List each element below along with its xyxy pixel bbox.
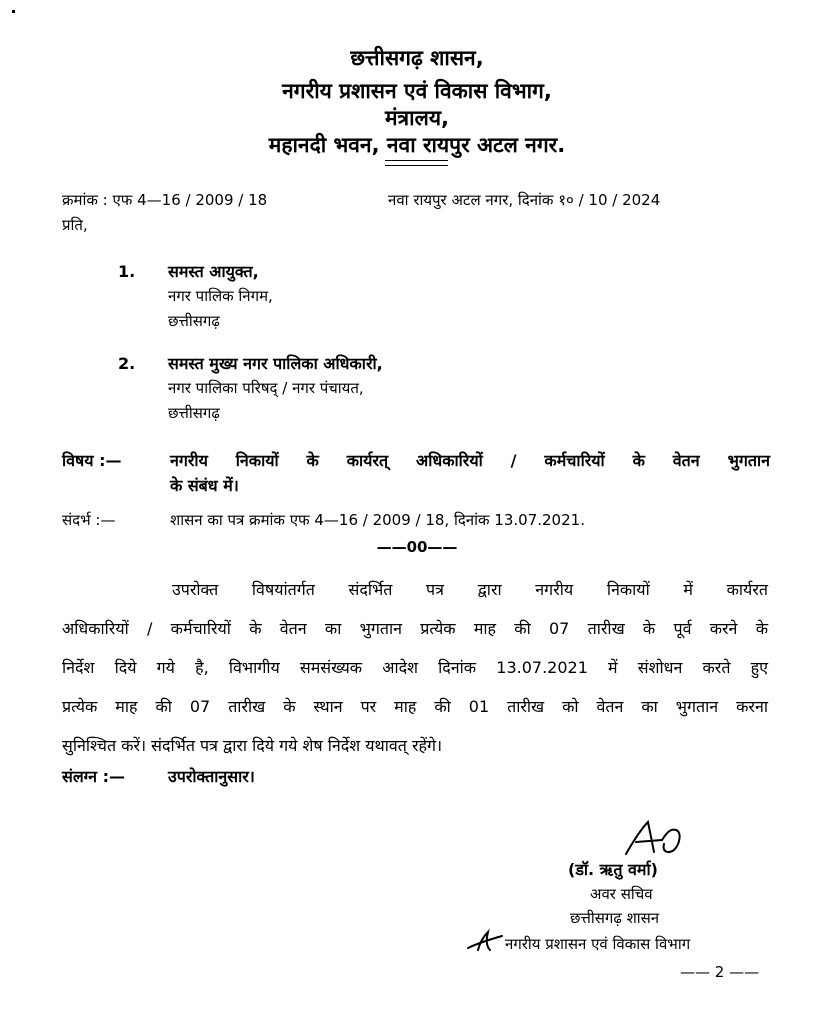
recipient-number: 1. [118,262,136,281]
header-line-4: महानदी भवन, नवा रायपुर अटल नगर. [268,133,566,157]
header-underline [385,165,448,166]
body-line: अधिकारियों / कर्मचारियों के वेतन का भुगतान प्रत्येक माह की 07 तारीख के पूर्व करने के [62,619,768,638]
separator: ——00—— [376,538,458,556]
signature-scribble [622,818,688,860]
reference-text: शासन का पत्र क्रमांक एफ 4—16 / 2009 / 18, दिनांक 13.07.2021. [170,511,585,529]
recipient-title: समस्त मुख्य नगर पालिका अधिकारी, [168,354,383,373]
body-line: सुनिश्चित करें। संदर्भित पत्र द्वारा दिये गये शेष निर्देश यथावत् रहेंगे। [62,736,443,755]
recipient-line: छत्तीसगढ़ [168,404,220,422]
signatory-department: नगरीय प्रशासन एवं विकास विभाग [505,935,691,953]
enclosure-text: उपरोक्तानुसार। [168,767,255,786]
enclosure-label: संलग्न :— [62,767,126,786]
letter-place-date: नवा रायपुर अटल नगर, दिनांक १० / 10 / 2024 [388,191,661,209]
initials-mark [466,928,506,954]
recipient-line: नगर पालिक निगम, [168,287,273,305]
signatory-org: छत्तीसगढ़ शासन [570,909,660,927]
reference-label: संदर्भ :— [62,511,116,529]
body-line: प्रत्येक माह की 07 तारीख के स्थान पर माह की 01 तारीख को वेतन का भुगतान करना [62,697,768,716]
recipient-line: छत्तीसगढ़ [168,312,220,330]
signatory-designation: अवर सचिव [590,885,653,903]
body-paragraph [62,570,768,765]
to-label: प्रति, [62,216,88,234]
subject-label: विषय :— [62,451,122,470]
header-underline [385,160,448,161]
recipient-number: 2. [118,354,136,373]
header-line-1: छत्तीसगढ़ शासन, [350,46,484,70]
subject-text: नगरीय निकायों के कार्यरत् अधिकारियों / कर्मचारियों के वेतन भुगतान [170,451,770,470]
header-line-2: नगरीय प्रशासन एवं विकास विभाग, [282,79,552,103]
header-line-3: मंत्रालय, [385,106,449,130]
body-line: उपरोक्त विषयांतर्गत संदर्भित पत्र द्वारा नगरीय निकायों में कार्यरत [172,580,768,599]
body-line: निर्देश दिये गये है, विभागीय समसंख्यक आदेश दिनांक 13.07.2021 में संशोधन करते हुए [62,658,768,677]
recipient-title: समस्त आयुक्त, [168,262,259,281]
subject-text: के संबंध में। [170,476,239,495]
recipient-line: नगर पालिका परिषद् / नगर पंचायत, [168,379,364,397]
signatory-name: (डॉ. ऋतु वर्मा) [568,860,658,879]
corner-mark [12,10,15,13]
letter-number: क्रमांक : एफ 4—16 / 2009 / 18 [62,191,268,209]
page-marker: —— 2 —— [680,963,760,981]
